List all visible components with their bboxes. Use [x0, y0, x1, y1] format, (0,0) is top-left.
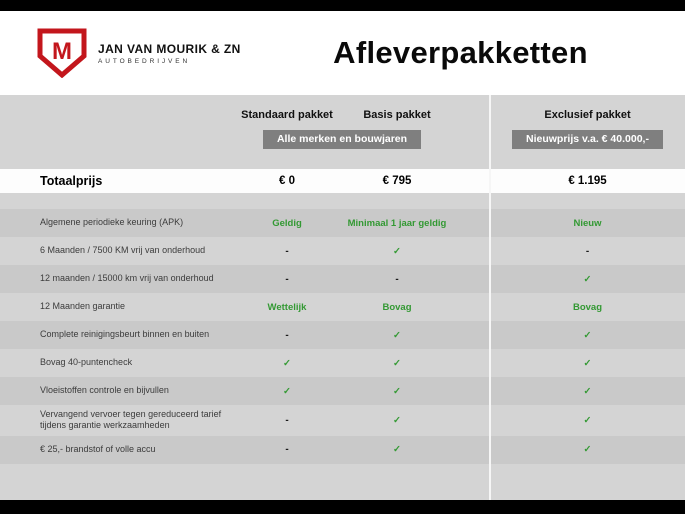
table-row — [0, 405, 685, 436]
feature-label: 12 maanden / 15000 km vrij van onderhoud — [40, 273, 214, 284]
feature-label: 12 Maanden garantie — [40, 301, 126, 312]
table-row — [0, 436, 685, 464]
table-row — [0, 349, 685, 377]
feature-value: ✓ — [583, 385, 592, 397]
table-row — [0, 265, 685, 293]
feature-label: Algemene periodieke keuring (APK) — [40, 217, 184, 228]
feature-value: ✓ — [393, 414, 401, 426]
feature-value: - — [285, 245, 289, 257]
feature-value: Bovag — [572, 301, 603, 313]
price-row — [0, 169, 685, 193]
feature-value: - — [585, 245, 590, 257]
feature-label: Vloeistoffen controle en bijvullen — [40, 385, 169, 396]
feature-label: Bovag 40-puntencheck — [40, 357, 133, 368]
package-comparison-table — [0, 95, 685, 500]
column-header-exclusief: Exclusief pakket — [544, 109, 631, 121]
price-standaard: € 0 — [279, 175, 295, 187]
feature-value: - — [395, 273, 399, 285]
feature-value: Bovag — [382, 301, 412, 313]
brand-text — [98, 42, 241, 65]
table-row — [0, 237, 685, 265]
page-title: Afleverpakketten — [333, 35, 588, 70]
feature-value: ✓ — [393, 357, 401, 369]
badge-right-cell — [490, 129, 685, 149]
feature-value: ✓ — [393, 245, 401, 257]
badge-row — [0, 127, 685, 151]
badge-left-cell — [232, 129, 452, 149]
feature-value: Geldig — [272, 217, 302, 229]
feature-label: Complete reinigingsbeurt binnen en buiten — [40, 329, 210, 340]
feature-value: ✓ — [393, 444, 401, 455]
header — [0, 11, 685, 95]
table-row — [0, 321, 685, 349]
table-row — [0, 293, 685, 321]
table-row — [0, 209, 685, 237]
feature-value: - — [285, 273, 289, 285]
column-header-standaard: Standaard pakket — [241, 109, 333, 121]
feature-value: ✓ — [583, 444, 592, 455]
table-row — [0, 377, 685, 405]
brand-logo — [0, 28, 250, 78]
badge-alle-merken: Alle merken en bouwjaren — [263, 130, 421, 149]
spacer — [0, 193, 685, 209]
feature-value: ✓ — [283, 357, 291, 369]
feature-value: Nieuw — [573, 217, 602, 229]
feature-label: € 25,- brandstof of volle accu — [40, 443, 156, 454]
feature-value: ✓ — [393, 385, 401, 397]
brand-name: JAN VAN MOURIK & ZN — [98, 41, 241, 56]
brand-logo-letter: M — [52, 38, 72, 65]
feature-value: ✓ — [583, 329, 592, 341]
brand-shield-icon — [36, 28, 88, 78]
bottom-bar — [0, 500, 685, 514]
badge-nieuwprijs: Nieuwprijs v.a. € 40.000,- — [512, 130, 663, 149]
feature-label: Vervangend vervoer tegen gereduceerd tarief tijdens garantie werkzaamheden — [40, 409, 222, 431]
price-row-label: Totaalprijs — [40, 174, 103, 188]
price-exclusief: € 1.195 — [568, 175, 607, 187]
feature-value: ✓ — [583, 273, 592, 285]
feature-value: ✓ — [283, 385, 291, 397]
spacer — [0, 151, 685, 169]
feature-value: - — [285, 444, 289, 455]
feature-value: ✓ — [393, 329, 401, 341]
top-bar — [0, 0, 685, 11]
column-header-row — [0, 95, 685, 127]
price-basis: € 795 — [382, 175, 412, 187]
feature-value: Wettelijk — [267, 301, 307, 313]
column-divider — [489, 95, 491, 500]
feature-value: ✓ — [583, 357, 592, 369]
feature-value: - — [285, 414, 289, 426]
feature-value: - — [285, 329, 289, 341]
column-header-basis: Basis pakket — [363, 109, 431, 121]
feature-label: 6 Maanden / 7500 KM vrij van onderhoud — [40, 245, 206, 256]
brand-subtitle: AUTOBEDRIJVEN — [98, 57, 191, 65]
feature-value: ✓ — [583, 414, 592, 426]
feature-value: Minimaal 1 jaar geldig — [347, 217, 447, 229]
